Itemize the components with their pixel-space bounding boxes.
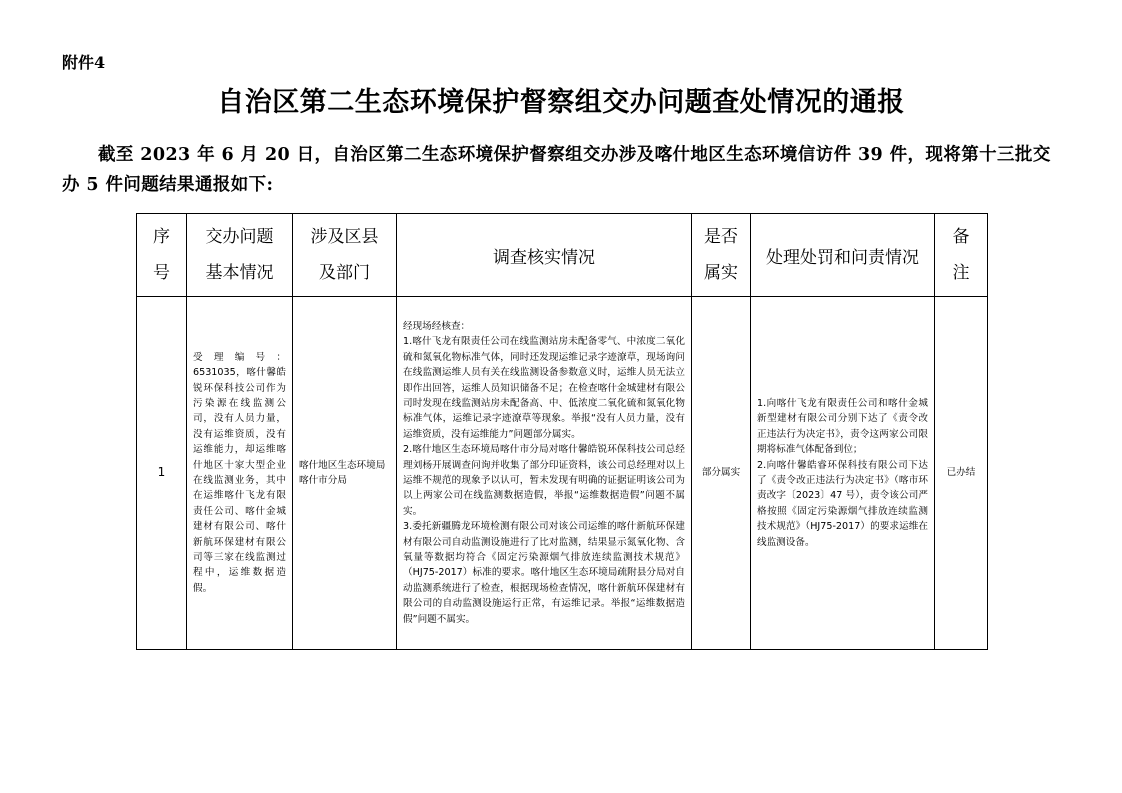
cell-seq bbox=[137, 297, 187, 650]
header-remark bbox=[935, 214, 988, 297]
header-seq-line1: 序 bbox=[153, 227, 170, 247]
header-handling-label: 处理处罚和问责情况 bbox=[766, 247, 919, 268]
document-title: 自治区第二生态环境保护督察组交办问题查处情况的通报 bbox=[217, 87, 905, 118]
table-header-row bbox=[137, 214, 988, 297]
cell-dept bbox=[293, 297, 397, 650]
header-investigation bbox=[397, 214, 692, 297]
header-verified bbox=[692, 214, 751, 297]
header-basic bbox=[187, 214, 293, 297]
verified-value: 部分属实 bbox=[701, 467, 741, 479]
header-basic-line1: 交办问题 bbox=[205, 227, 274, 247]
report-table bbox=[136, 213, 988, 650]
handling-text: 1.向喀什飞龙有限责任公司和喀什金城新型建材有限公司分别下达了《责令改正违法行为决定书》，责令这两家公司限期将标准气体配备到位； 2.向喀什馨皓睿环保科技有限公司下达了《责令改正违法行为决定书》（喀市环责改字〔2023〕47 号），责令该公司严格按照《固定污染源烟气排放连续监测技术规范》（HJ75-2017）的要求运维在线监测设备。 bbox=[757, 397, 928, 548]
header-seq bbox=[137, 214, 187, 297]
remark-value: 已办结 bbox=[946, 467, 976, 479]
cell-verified bbox=[692, 297, 751, 650]
basic-text: 受理编号：6531035，喀什馨皓锐环保科技公司作为污染源在线监测公司，没有人员力量，没有运维资质，没有运维能力，却运维喀什地区十家大型企业在线监测业务，其中在运维喀什飞龙有限责任公司、喀什金城建材有限公司、喀什新航环保建材有限公司等三家在线监测过程中，运维数据造假。 bbox=[193, 351, 286, 594]
header-verified-line2: 属实 bbox=[704, 263, 738, 283]
seq-value: 1 bbox=[157, 464, 166, 479]
intro-paragraph: 截至 2023 年 6 月 20 日，自治区第二生态环境保护督察组交办涉及喀什地区生态环境信访件 39 件，现将第十三批交办 5 件问题结果通报如下: bbox=[62, 145, 1051, 195]
header-remark-line2: 注 bbox=[952, 263, 970, 283]
header-basic-line2: 基本情况 bbox=[205, 263, 274, 283]
header-dept-line1: 涉及区县 bbox=[310, 227, 379, 247]
table-row bbox=[137, 297, 988, 650]
dept-text: 喀什地区生态环境局喀什市分局 bbox=[299, 459, 386, 486]
cell-investigation bbox=[397, 297, 692, 650]
header-remark-line1: 备 bbox=[952, 227, 970, 247]
cell-remark bbox=[935, 297, 988, 650]
header-dept bbox=[293, 214, 397, 297]
investigation-text: 经现场经核查： 1.喀什飞龙有限责任公司在线监测站房未配备零气、中浓度二氧化硫和氮氧化物标准气体，同时还发现运维记录字迹潦草，现场询问在线监测运维人员有关在线监测设备参数意义时，运维人员无法立即作出回答，运维人员知识储备不足；在检查喀什金城建材有限公司时发现在线监测站房未配备高、中、低浓度二氧化硫和氮氧化物标准气体，运维记录字迹潦草等现象。举报“没有人员力量，没有运维资质，没有运维能力”问题部分属实。 2.喀什地区生态环境局喀什市分局对喀什馨皓锐环保科技公司总经理刘杨开展调查问询并收集了部分印证资料，该公司总经理对以上运维不规范的现象予以认可，暂未发现有明确的证据证明该公司为以上两家公司在线监测数据造假，举报“运维数据造假”问题不属实。 3.委托新疆腾龙环境检测有限公司对该公司运维的喀什新航环保建材有限公司自动监测设施进行了比对监测，结果显示氮氧化物、含氧量等数据均符合《固定污染源烟气排放连续监测技术规范》（HJ75-2017）标准的要求。喀什地区生态环境局疏附县分局对自动监测系统进行了检查，根据现场检查情况，喀什新航环保建材有限公司的自动监测设施运行正常，有运维记录。举报“运维数据造假”问题不属实。 bbox=[403, 320, 685, 625]
header-verified-line1: 是否 bbox=[704, 227, 738, 247]
header-investigation-label: 调查核实情况 bbox=[493, 247, 595, 268]
header-seq-line2: 号 bbox=[153, 263, 170, 283]
header-dept-line2: 及部门 bbox=[319, 263, 370, 283]
header-handling bbox=[751, 214, 935, 297]
cell-handling bbox=[751, 297, 935, 650]
attachment-label: 附件4 bbox=[62, 53, 106, 72]
cell-basic bbox=[187, 297, 293, 650]
